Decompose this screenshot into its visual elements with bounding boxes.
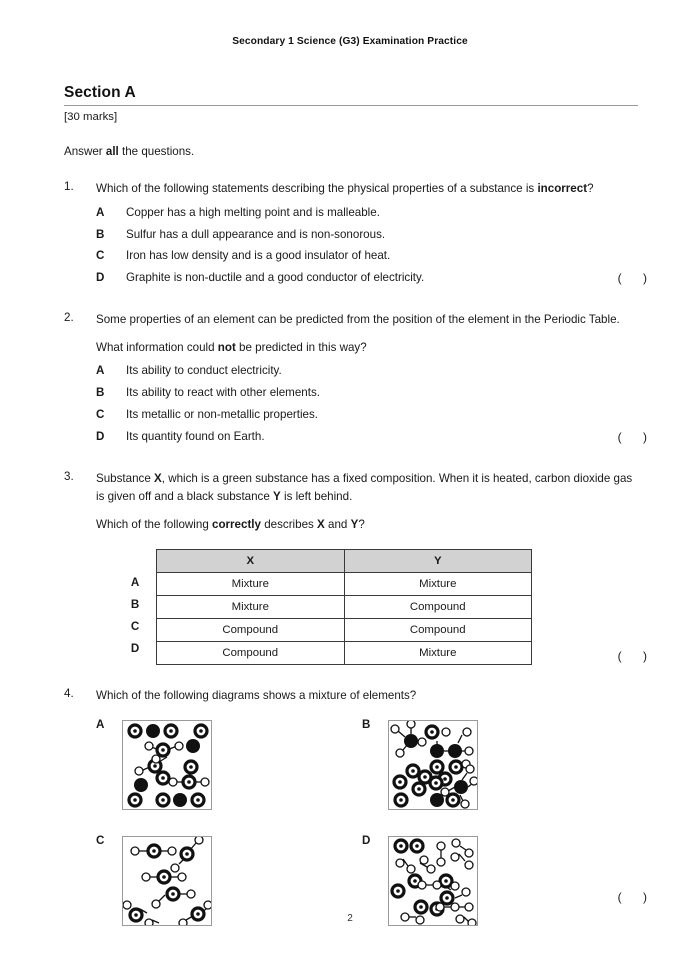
- instruction-suffix: the questions.: [118, 145, 195, 158]
- q3-stem-y: Y: [273, 490, 281, 504]
- q3-stem-c: is left behind.: [280, 490, 353, 504]
- option-d[interactable]: [96, 426, 656, 448]
- option-d-text: Graphite is non-ductile and a good conductor of electricity.: [126, 271, 425, 285]
- table-row[interactable]: [157, 618, 532, 641]
- q3-stem-b: , which is a green substance has a fixed composition. When it is heated, carbon dioxide gas is given off and a black substance: [96, 471, 633, 504]
- table-cell-d-x: Compound: [157, 641, 345, 664]
- table-col-header-x: X: [157, 549, 345, 572]
- question-2-number: 2.: [64, 310, 74, 324]
- option-c[interactable]: [96, 404, 638, 426]
- q3-sub-d: ?: [358, 518, 365, 532]
- content-column: [64, 84, 656, 950]
- question-2-options: [96, 360, 656, 447]
- table-cell-b-x: Mixture: [157, 595, 345, 618]
- option-b[interactable]: [96, 382, 638, 404]
- question-2-stem: Some properties of an element can be predicted from the position of the element in the Periodic Table.: [96, 312, 620, 326]
- option-b-text: Sulfur has a dull appearance and is non-sonorous.: [126, 227, 386, 241]
- table-cell-b-y: Compound: [344, 595, 532, 618]
- question-2-substem: [96, 339, 638, 358]
- question-2: [64, 310, 656, 448]
- question-4-diagrams: [96, 717, 656, 938]
- table-cell-d-y: Mixture: [344, 641, 532, 664]
- question-3-substem: [96, 516, 638, 535]
- question-3: [64, 469, 656, 665]
- option-a-text: Copper has a high melting point and is malleable.: [126, 205, 380, 219]
- q3-sub-a: Which of the following: [96, 518, 212, 532]
- option-c[interactable]: [96, 245, 638, 267]
- q3-sub-bold: correctly: [212, 518, 261, 532]
- option-a-label: A: [96, 205, 105, 219]
- diagram-b-box: [388, 720, 478, 810]
- q3-stem-x: X: [154, 471, 162, 485]
- option-d[interactable]: [96, 267, 656, 289]
- diagram-d-label: D: [362, 833, 371, 847]
- substance-table: [156, 549, 532, 665]
- instruction-bold: all: [105, 145, 119, 158]
- answer-all-instruction: [64, 145, 638, 158]
- table-row-label-d: D: [130, 641, 140, 655]
- diagram-a-particles: [123, 721, 211, 809]
- table-header-row: [157, 549, 532, 572]
- option-d-text: Its quantity found on Earth.: [126, 429, 265, 443]
- instruction-prefix: Answer: [64, 145, 106, 158]
- q3-sub-x: X: [317, 518, 325, 532]
- table-cell-c-y: Compound: [344, 618, 532, 641]
- q3-sub-b: describes: [260, 518, 318, 532]
- question-1: [64, 180, 656, 289]
- table-cell-a-y: Mixture: [344, 572, 532, 595]
- q3-sub-y: Y: [350, 518, 359, 532]
- question-4-number: 4.: [64, 686, 74, 700]
- table-row[interactable]: [157, 572, 532, 595]
- option-b-label: B: [96, 227, 105, 241]
- table-cell-c-x: Compound: [157, 618, 345, 641]
- q2-sub-part2: be predicted in this way?: [235, 340, 367, 354]
- option-c-text: Iron has low density and is a good insulator of heat.: [126, 249, 391, 263]
- q1-stem-part2: ?: [587, 182, 594, 195]
- question-4: [64, 686, 656, 938]
- running-header: Secondary 1 Science (G3) Examination Practice: [232, 36, 468, 47]
- option-a-text: Its ability to conduct electricity.: [126, 364, 282, 378]
- diagram-a-label: A: [96, 717, 105, 731]
- option-b-text: Its ability to react with other elements.: [126, 386, 320, 400]
- section-title: Section A: [64, 84, 136, 101]
- option-a[interactable]: [96, 202, 638, 224]
- option-d-label: D: [96, 271, 105, 285]
- table-row-label-c: C: [130, 619, 140, 633]
- diagram-a-box: [122, 720, 212, 810]
- question-3-stem: [96, 470, 638, 508]
- table-row-label-a: A: [130, 575, 140, 589]
- table-cell-a-x: Mixture: [157, 572, 345, 595]
- table-row[interactable]: [157, 641, 532, 664]
- option-c-label: C: [96, 249, 105, 263]
- option-b[interactable]: [96, 224, 638, 246]
- q2-sub-bold: not: [217, 340, 236, 354]
- option-c-label: C: [96, 408, 105, 422]
- question-3-number: 3.: [64, 469, 74, 483]
- question-1-answer-bracket[interactable]: ( ): [617, 271, 656, 286]
- q2-sub-part1: What information could: [96, 340, 218, 354]
- q1-stem-part1: Which of the following statements describing the physical properties of a substance is: [96, 182, 538, 195]
- q3-sub-c: and: [324, 518, 351, 532]
- table-col-header-y: Y: [344, 549, 532, 572]
- diagram-c-label: C: [96, 833, 105, 847]
- diagram-b-particles: [389, 721, 477, 809]
- diagram-c-particles: [123, 837, 211, 925]
- question-4-answer-bracket[interactable]: ( ): [617, 889, 656, 904]
- question-1-number: 1.: [64, 180, 74, 193]
- question-4-stem: Which of the following diagrams shows a mixture of elements?: [96, 688, 417, 702]
- question-1-stem: [96, 180, 638, 199]
- page-number: 2: [347, 913, 353, 924]
- question-3-answer-bracket[interactable]: ( ): [617, 648, 656, 663]
- question-3-table-wrap: [96, 549, 656, 665]
- option-a-label: A: [96, 364, 105, 378]
- table-row[interactable]: [157, 595, 532, 618]
- section-rule: [64, 105, 638, 106]
- q1-stem-bold: incorrect: [537, 182, 588, 195]
- option-b-label: B: [96, 386, 105, 400]
- option-a[interactable]: [96, 360, 638, 382]
- table-row-label-b: B: [130, 597, 140, 611]
- diagram-d-particles: [389, 837, 477, 925]
- section-marks: [30 marks]: [64, 111, 118, 123]
- diagram-b-label: B: [362, 717, 371, 731]
- question-1-options: [96, 202, 656, 289]
- option-d-label: D: [96, 429, 105, 443]
- diagram-row-1: [96, 718, 638, 822]
- q3-stem-a: Substance: [96, 471, 155, 485]
- option-c-text: Its metallic or non-metallic properties.: [126, 408, 319, 422]
- question-2-answer-bracket[interactable]: ( ): [617, 429, 656, 444]
